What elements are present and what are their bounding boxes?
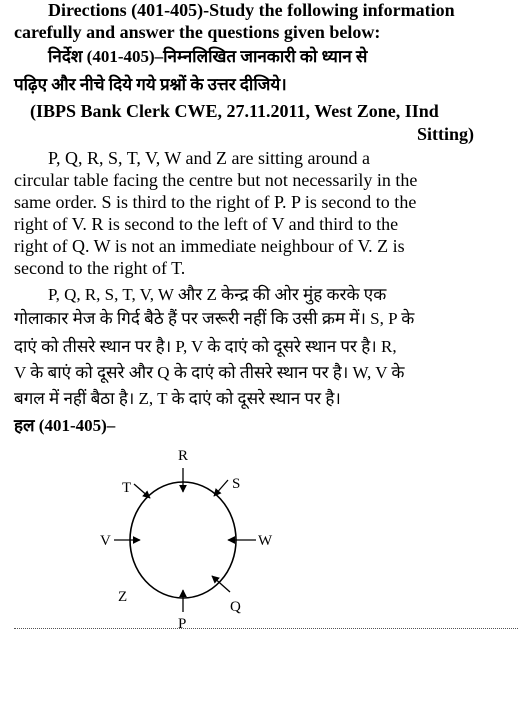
passage-en-line-4: right of Q. W is not an immediate neighbour of V. Z is <box>14 236 405 256</box>
directions-hi-line2: पढ़िए और नीचे दिये गये प्रश्नों के उत्तर दीजिये। <box>14 75 287 94</box>
arrow-q <box>212 576 230 592</box>
passage-en-line-3: right of V. R is second to the left of V and third to the <box>14 214 399 234</box>
passage-en-line-0: P, Q, R, S, T, V, W and Z are sitting around a <box>48 148 370 168</box>
label-z: Z <box>118 589 128 605</box>
source-line2: Sitting) <box>416 124 474 144</box>
directions-en-text1: Directions (401-405)-Study the following information <box>48 0 455 20</box>
passage-hi-line-4: बगल में नहीं बैठा है। Z, T के दाएं को दूसरे स्थान पर है। <box>14 389 341 408</box>
directions-hi-line1: निर्देश (401-405)–निम्नलिखित जानकारी को ध्यान से <box>48 47 368 66</box>
passage-hi-line-0: P, Q, R, S, T, V, W और Z केन्द्र की ओर मुंह करके एक <box>48 285 387 304</box>
label-r: R <box>178 448 189 464</box>
arrow-t <box>134 484 150 498</box>
passage-hi-line-1: गोलाकार मेज के गिर्द बैठे हैं पर जरूरी नहीं कि उसी क्रम में। S, P के <box>14 309 415 328</box>
passage-en-line-1: circular table facing the centre but not necessarily in the <box>14 170 418 190</box>
arrow-s <box>214 480 228 496</box>
dotted-divider <box>14 628 518 629</box>
directions-en-line1 <box>14 0 474 21</box>
passage-en-line-5: second to the right of T. <box>14 258 186 278</box>
label-t: T <box>122 480 132 496</box>
table-circle <box>130 482 236 598</box>
passage-en-line-2: same order. S is third to the right of P. P is second to the <box>14 192 417 212</box>
source-line1: (IBPS Bank Clerk CWE, 27.11.2011, West Zone, IInd <box>30 101 439 121</box>
label-p: P <box>178 616 187 630</box>
seating-diagram <box>90 440 290 630</box>
label-v: V <box>100 533 111 549</box>
passage-hi-line-2: दाएं को तीसरे स्थान पर है। P, V के दाएं को दूसरे स्थान पर है। R, <box>14 337 397 356</box>
label-s: S <box>232 476 241 492</box>
label-q: Q <box>230 599 241 615</box>
directions-en-line2: carefully and answer the questions given below: <box>14 22 381 42</box>
solution-heading: हल (401-405)– <box>14 416 116 435</box>
passage-hi-line-3: V के बाएं को दूसरे और Q के दाएं को तीसरे स्थान पर है। W, V के <box>14 363 405 382</box>
label-w: W <box>258 533 273 549</box>
